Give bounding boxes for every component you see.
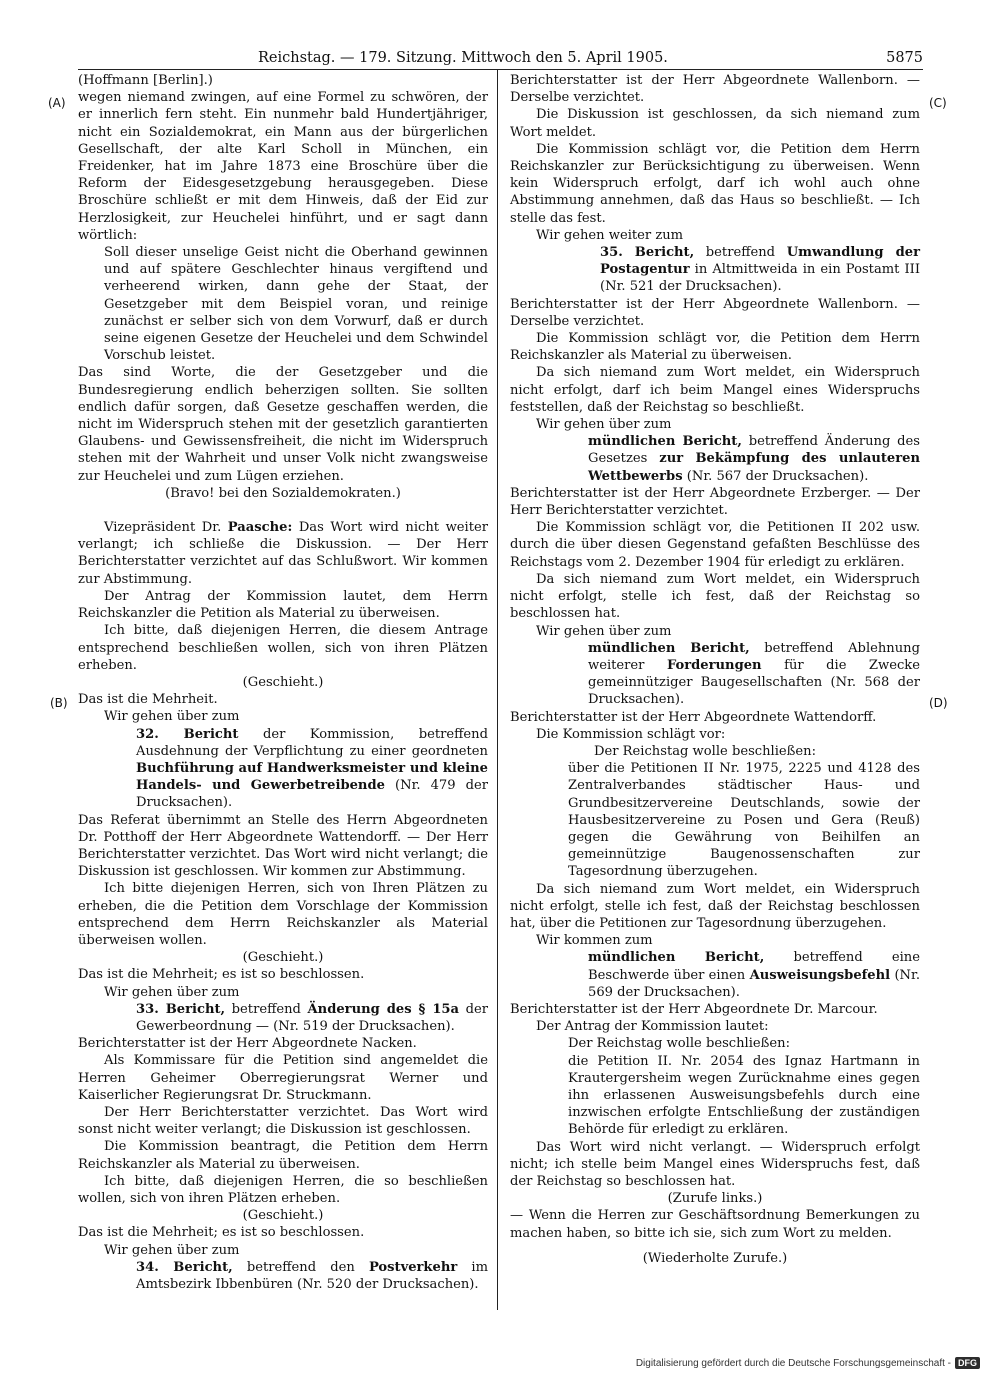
paragraph: Ich bitte diejenigen Herren, sich von Ihren Plätzen zu erheben, die die Petition dem Vorschlage der Kommission entsprechend dem Herrn Reichskanzler als Material überweisen wollen. bbox=[78, 881, 488, 948]
running-head: Reichstag. — 179. Sitzung. Mittwoch den 5. April 1905. bbox=[258, 50, 668, 66]
footer-text: Digitalisierung gefördert durch die Deutsche Forschungsgemeinschaft - bbox=[635, 1357, 951, 1369]
paragraph: Der Reichstag wolle beschließen: bbox=[594, 743, 817, 759]
item-number: 32. Bericht bbox=[136, 726, 239, 742]
paragraph: Als Kommissare für die Petition sind angemeldet die Herren Geheimer Oberregierungsrat Werner und Kaiserlicher Regierungsrat Dr. Struckmann. bbox=[78, 1053, 488, 1103]
margin-marker-c: (C) bbox=[929, 96, 947, 110]
paragraph: Wir gehen über zum bbox=[104, 984, 240, 1000]
paragraph: Berichterstatter ist der Herr Abgeordnete Erzberger. — Der Herr Berichterstatter verzichtet. bbox=[510, 485, 920, 519]
item-number: 34. Bericht, bbox=[136, 1259, 233, 1275]
paragraph: Das Referat übernimmt an Stelle des Herrn Abgeordneten Dr. Potthoff der Herr Abgeordnete Wattendorff. — Der Herr Berichterstatter verzichtet. Das Wort wird nicht verlangt; die Diskussion ist geschlossen. Wir kommen zur Abstimmung. bbox=[78, 812, 488, 880]
paragraph: Wir gehen über zum bbox=[104, 709, 240, 725]
margin-marker-d: (D) bbox=[929, 696, 948, 710]
page-header bbox=[78, 47, 923, 69]
item-text: für die Zwecke gemeinnütziger Baugesellschaften (Nr. 568 der Drucksachen). bbox=[588, 657, 920, 708]
paragraph: Da sich niemand zum Wort meldet, ein Widerspruch nicht erfolgt, darf ich beim Mangel eines Widerspruchs feststellen, daß der Reichstag so beschließt. bbox=[510, 365, 920, 415]
item-text: der Gewerbeordnung — (Nr. 519 der Drucksachen). bbox=[136, 1001, 488, 1034]
paragraph: — Wenn die Herren zur Geschäftsordnung Bemerkungen zu machen haben, so bitte ich sie, sich zum Wort zu melden. bbox=[510, 1208, 920, 1241]
item-subject: Änderung des § 15a bbox=[307, 1001, 460, 1017]
paragraph: Die Kommission schlägt vor, die Petition dem Herrn Reichskanzler zur Berücksichtigung zu überweisen. Wenn kein Widerspruch erfolgt, darf ich wohl auch ohne Abstimmung annehmen, daß das Haus so beschließt. — Ich stelle das fest. bbox=[510, 141, 920, 226]
item-text: betreffend bbox=[705, 245, 776, 261]
header-rule bbox=[78, 69, 923, 70]
item-text: betreffend Änderung des Gesetzes bbox=[588, 434, 920, 467]
paragraph: Der Herr Berichterstatter verzichtet. Das Wort wird sonst nicht weiter verlangt; die Diskussion ist geschlossen. bbox=[78, 1104, 488, 1138]
paragraph: Da sich niemand zum Wort meldet, ein Widerspruch nicht erfolgt, stelle ich fest, daß der Reichstag beschlossen hat, über die Petitionen zur Tagesordnung überzugehen. bbox=[510, 881, 920, 931]
paragraph: wegen niemand zwingen, auf eine Formel zu schwören, der er innerlich fern steht. Ein nunmehr bald Hundertjähriger, nicht ein Sozialdemokrat, ein Mann aus der bürgerlichen Gesellschaft, der alte Karl Scholl in München, ein Freidenker, hat im Jahre 1873 eine Broschüre über die Reform der Eidesgesetzgebung herausgegeben. Diese Broschüre schließt er mit dem Hinweis, daß der Eid zur Herzlosigkeit, zur Heuchelei hinführt, und er sagt dann wörtlich: bbox=[78, 90, 488, 243]
left-column bbox=[78, 72, 488, 1293]
paragraph: Die Diskussion ist geschlossen, da sich niemand zum Wort meldet. bbox=[510, 107, 920, 140]
item-subject: zur Bekämpfung des unlauteren Wettbewerbs bbox=[588, 451, 920, 484]
agenda-item-34 bbox=[78, 1259, 488, 1293]
paragraph: Wir gehen über zum bbox=[536, 623, 672, 639]
paragraph: Berichterstatter ist der Herr Abgeordnete Wallenborn. — Derselbe verzichtet. bbox=[510, 73, 920, 106]
resolution-text: über die Petitionen II Nr. 1975, 2225 und 4128 des Zentralverbandes städtischer Haus- und Grundbesitzervereine Deutschlands, sowie der Hausbesitzervereine zu Posen und Gera (Reuß) gegen die Gewährung von Beihilfen an gemeinnützige Baugenossenschaften zur Tagesordnung überzugehen. bbox=[568, 761, 920, 880]
item-subject: Postverkehr bbox=[368, 1259, 458, 1275]
item-text: im Amtsbezirk Ibbenbüren (Nr. 520 der Drucksachen). bbox=[136, 1259, 488, 1293]
item-text: betreffend den bbox=[246, 1259, 355, 1275]
item-text: (Nr. 569 der Drucksachen). bbox=[588, 967, 921, 1000]
item-subject: Umwandlung der Postagentur bbox=[600, 245, 920, 278]
quotation: Soll dieser unselige Geist nicht die Oberhand gewinnen und auf spätere Geschlechter hinaus vergiftend und verheerend wirken, dann gehe der Staat, der Gesetzgeber mit dem Beispiel voran, und reinige zunächst er selber sich von dem Vorwurf, daß er durch seine eigenen Gesetze der Heuchelei und dem Schwindel Vorschub leistet. bbox=[104, 245, 488, 364]
resolution-text: die Petition II. Nr. 2054 des Ignaz Hartmann in Krautergersheim wegen Zurücknahme eines gegen ihn erlassenen Ausweisungsbefehls durch eine inzwischen erfolgte Entschließung der zuständigen Behörde für erledigt zu erklären. bbox=[568, 1053, 920, 1138]
paragraph bbox=[78, 519, 488, 588]
speaker-tag: (Hoffmann [Berlin].) bbox=[78, 73, 213, 88]
digitization-footer bbox=[636, 1357, 980, 1369]
paragraph: Wir gehen über zum bbox=[104, 1242, 240, 1258]
paragraph: Wir gehen weiter zum bbox=[536, 227, 684, 243]
item-number: 33. Bericht, bbox=[136, 1001, 226, 1017]
paragraph: Das ist die Mehrheit; es ist so beschlossen. bbox=[78, 1225, 365, 1241]
agenda-item-35 bbox=[510, 244, 920, 296]
speaker-label: Vizepräsident Dr. bbox=[104, 520, 222, 536]
paragraph: Die Kommission schlägt vor, die Petition dem Herrn Reichskanzler als Material zu überweisen. bbox=[510, 331, 920, 364]
page-number: 5875 bbox=[886, 50, 923, 66]
paragraph: Der Reichstag wolle beschließen: bbox=[568, 1036, 791, 1052]
paragraph: Berichterstatter ist der Herr Abgeordnete Wallenborn. — Derselbe verzichtet. bbox=[510, 296, 920, 329]
item-subject: Buchführung auf Handwerksmeister und kleine Handels- und Gewerbetreibende bbox=[136, 760, 488, 794]
item-text: betreffend Ablehnung weiterer bbox=[588, 640, 920, 673]
right-column bbox=[510, 72, 920, 1267]
paragraph: Das Wort wird nicht verlangt. — Widerspruch erfolgt nicht; ich stelle beim Mangel eines Widerspruchs fest, daß der Reichstag so beschlossen hat. bbox=[510, 1139, 920, 1189]
item-number: mündlichen Bericht, bbox=[588, 950, 765, 966]
interjection: (Wiederholte Zurufe.) bbox=[642, 1250, 788, 1266]
paragraph: Das ist die Mehrheit; es ist so beschlossen. bbox=[78, 967, 365, 983]
item-text: in Altmittweida in ein Postamt III (Nr. 521 der Drucksachen). bbox=[600, 262, 920, 295]
item-text: betreffend eine Beschwerde über einen bbox=[588, 950, 920, 983]
paragraph: Ich bitte, daß diejenigen Herren, die diesem Antrage entsprechend beschließen wollen, sich von ihren Plätzen erheben. bbox=[78, 623, 488, 673]
paragraph: Die Kommission schlägt vor, die Petitionen II 202 usw. durch die über diesen Gegenstand gefaßten Beschlüsse des Reichstags vom 2. Dezember 1904 für erledigt zu erklären. bbox=[510, 520, 920, 570]
paragraph: Wir kommen zum bbox=[536, 933, 653, 949]
interjection: (Geschieht.) bbox=[242, 674, 324, 690]
speech-text: Das Wort wird nicht weiter verlangt; ich schließe die Diskussion. — Der Herr Berichterstatter verzichtet auf das Schlußwort. Wir kommen zur Abstimmung. bbox=[78, 520, 488, 587]
paragraph: Berichterstatter ist der Herr Abgeordnete Nacken. bbox=[78, 1036, 417, 1052]
item-subject: Forderungen bbox=[666, 657, 762, 673]
interjection: (Zurufe links.) bbox=[667, 1191, 763, 1207]
paragraph: Die Kommission schlägt vor: bbox=[536, 726, 726, 742]
agenda-item-33 bbox=[78, 1001, 488, 1035]
agenda-item-forderungen bbox=[510, 640, 920, 709]
agenda-item-32 bbox=[78, 726, 488, 812]
interjection: (Geschieht.) bbox=[242, 950, 324, 966]
margin-marker-a: (A) bbox=[48, 96, 66, 110]
paragraph: Wir gehen über zum bbox=[536, 417, 672, 433]
column-divider bbox=[497, 70, 498, 1310]
agenda-item-unlauterer-wettbewerb bbox=[510, 433, 920, 485]
item-number: 35. Bericht, bbox=[600, 245, 695, 261]
paragraph: Der Antrag der Kommission lautet: bbox=[536, 1019, 769, 1035]
paragraph: Ich bitte, daß diejenigen Herren, die so beschließen wollen, sich von ihren Plätzen erheben. bbox=[78, 1173, 488, 1206]
item-subject: Ausweisungsbefehl bbox=[749, 967, 891, 983]
item-text: betreffend bbox=[231, 1001, 301, 1017]
paragraph: Da sich niemand zum Wort meldet, ein Widerspruch nicht erfolgt, stelle ich fest, daß der Reichstag so beschlossen hat. bbox=[510, 571, 920, 622]
interjection: (Geschieht.) bbox=[242, 1208, 324, 1224]
item-text: (Nr. 567 der Drucksachen). bbox=[686, 468, 869, 484]
paragraph: Das sind Worte, die der Gesetzgeber und die Bundesregierung endlich beherzigen sollten. Sie sollten endlich dafür sorgen, daß Gesetze geschaffen werden, die nicht im Widerspruch stehen mit der gesetzlich garantierten Glaubens- und Gewissensfreiheit, die nicht im Widerspruch stehen mit der Wahrheit und unser Volk nicht zwangsweise zur Heuchelei und zum Lügen erziehen. bbox=[78, 365, 488, 484]
agenda-item-ausweisungsbefehl bbox=[510, 949, 920, 1001]
paragraph: Berichterstatter ist der Herr Abgeordnete Dr. Marcour. bbox=[510, 1001, 878, 1017]
paragraph: Der Antrag der Kommission lautet, dem Herrn Reichskanzler die Petition als Material zu überweisen. bbox=[78, 588, 488, 622]
interjection: (Bravo! bei den Sozialdemokraten.) bbox=[165, 485, 401, 501]
paragraph: Die Kommission beantragt, die Petition dem Herrn Reichskanzler als Material zu überweisen. bbox=[78, 1139, 488, 1172]
dfg-logo: DFG bbox=[955, 1357, 980, 1369]
item-number: mündlichen Bericht, bbox=[588, 434, 742, 450]
item-text: (Nr. 479 der Drucksachen). bbox=[136, 778, 488, 811]
paragraph: Das ist die Mehrheit. bbox=[78, 692, 218, 708]
item-text: der Kommission, betreffend Ausdehnung der Verpflichtung zu einer geordneten bbox=[136, 726, 488, 759]
margin-marker-b: (B) bbox=[50, 696, 68, 710]
paragraph: Berichterstatter ist der Herr Abgeordnete Wattendorff. bbox=[510, 709, 877, 725]
item-number: mündlichen Bericht, bbox=[588, 640, 750, 656]
speaker-name: Paasche: bbox=[227, 520, 293, 536]
